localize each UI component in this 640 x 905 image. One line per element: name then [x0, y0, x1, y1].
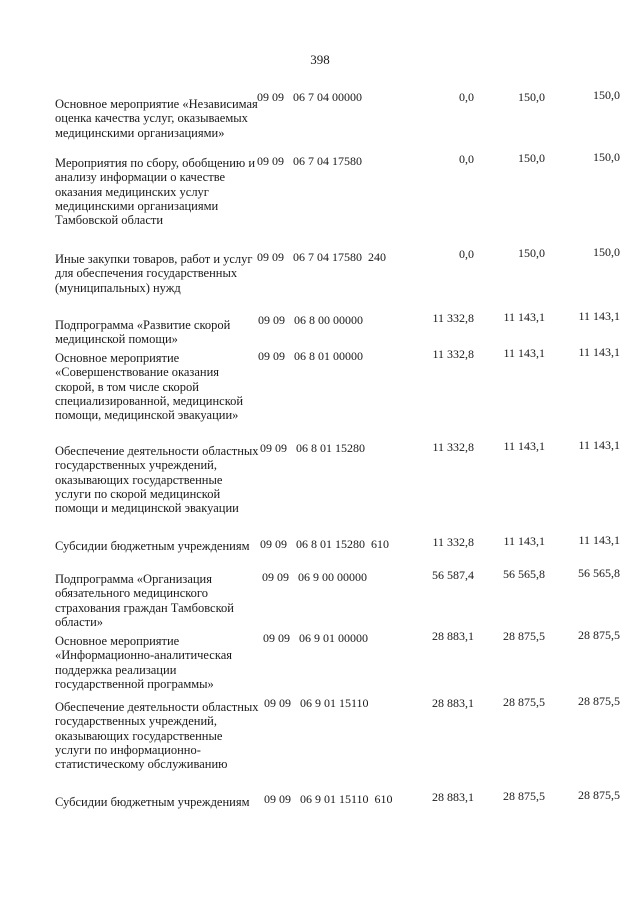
row-value-1: 0,0 — [459, 152, 474, 166]
row-name: Иные закупки товаров, работ и услуг для обеспечения государственных (муниципальных) нужд — [55, 252, 253, 295]
row-value-3: 150,0 — [593, 245, 620, 259]
row-value-3: 28 875,5 — [578, 788, 620, 802]
row-name: Обеспечение деятельности областных государственных учреждений, оказывающих государственные услуги по скорой медицинской помощи и медицинской эвакуации — [55, 444, 259, 516]
row-value-1: 11 332,8 — [432, 347, 474, 361]
row-name: Основное мероприятие «Независимая оценка качества услуг, оказываемых медицинскими организациями» — [55, 97, 258, 140]
row-value-3: 11 143,1 — [578, 438, 620, 452]
row-name: Обеспечение деятельности областных государственных учреждений, оказывающих государственные услуги по информационно-статистическому обслуживанию — [55, 700, 259, 772]
row-code: 09 09 06 7 04 00000 — [257, 90, 362, 104]
row-code: 09 09 06 9 01 15110 — [264, 696, 369, 710]
row-value-2: 11 143,1 — [503, 346, 545, 360]
row-value-1: 11 332,8 — [432, 440, 474, 454]
row-code: 09 09 06 8 01 15280 — [260, 441, 365, 455]
row-value-1: 0,0 — [459, 247, 474, 261]
row-value-1: 56 587,4 — [432, 568, 474, 582]
row-value-1: 28 883,1 — [432, 696, 474, 710]
row-code: 09 09 06 8 00 00000 — [258, 313, 363, 327]
row-value-2: 11 143,1 — [503, 534, 545, 548]
row-code: 09 09 06 7 04 17580 — [257, 154, 362, 168]
row-value-2: 150,0 — [518, 246, 545, 260]
row-code: 09 09 06 9 01 15110 610 — [264, 792, 393, 806]
row-code: 09 09 06 7 04 17580 240 — [257, 250, 386, 264]
row-value-2: 28 875,5 — [503, 695, 545, 709]
row-code: 09 09 06 9 01 00000 — [263, 631, 368, 645]
page-number: 398 — [310, 52, 330, 67]
row-value-2: 150,0 — [518, 90, 545, 104]
row-value-2: 28 875,5 — [503, 629, 545, 643]
row-name: Подпрограмма «Организация обязательного медицинского страхования граждан Тамбовской области» — [55, 572, 234, 629]
row-value-3: 28 875,5 — [578, 694, 620, 708]
row-value-1: 11 332,8 — [432, 311, 474, 325]
row-value-1: 28 883,1 — [432, 790, 474, 804]
row-value-2: 11 143,1 — [503, 310, 545, 324]
row-name: Подпрограмма «Развитие скорой медицинской помощи» — [55, 318, 231, 347]
row-value-3: 28 875,5 — [578, 628, 620, 642]
row-value-2: 28 875,5 — [503, 789, 545, 803]
row-value-3: 11 143,1 — [578, 345, 620, 359]
row-value-3: 11 143,1 — [578, 533, 620, 547]
row-name: Основное мероприятие «Информационно-аналитическая поддержка реализации государственной программы» — [55, 634, 233, 691]
row-code: 09 09 06 9 00 00000 — [262, 570, 367, 584]
row-value-1: 0,0 — [459, 90, 474, 104]
row-name: Мероприятия по сбору, обобщению и анализу информации о качестве оказания медицинских услуг медицинскими организациями Тамбовской области — [55, 156, 256, 228]
row-name: Основное мероприятие «Совершенствование оказания скорой, в том числе скорой специализированной, медицинской помощи, медицинской эвакуации» — [55, 351, 244, 423]
row-value-2: 11 143,1 — [503, 439, 545, 453]
row-value-3: 150,0 — [593, 88, 620, 102]
row-name: Субсидии бюджетным учреждениям — [55, 539, 250, 553]
row-code: 09 09 06 8 01 15280 610 — [260, 537, 389, 551]
row-value-3: 56 565,8 — [578, 566, 620, 580]
row-value-2: 150,0 — [518, 151, 545, 165]
row-value-2: 56 565,8 — [503, 567, 545, 581]
row-value-3: 11 143,1 — [578, 309, 620, 323]
row-code: 09 09 06 8 01 00000 — [258, 349, 363, 363]
row-value-3: 150,0 — [593, 150, 620, 164]
row-name: Субсидии бюджетным учреждениям — [55, 795, 250, 809]
row-value-1: 28 883,1 — [432, 629, 474, 643]
row-value-1: 11 332,8 — [432, 535, 474, 549]
